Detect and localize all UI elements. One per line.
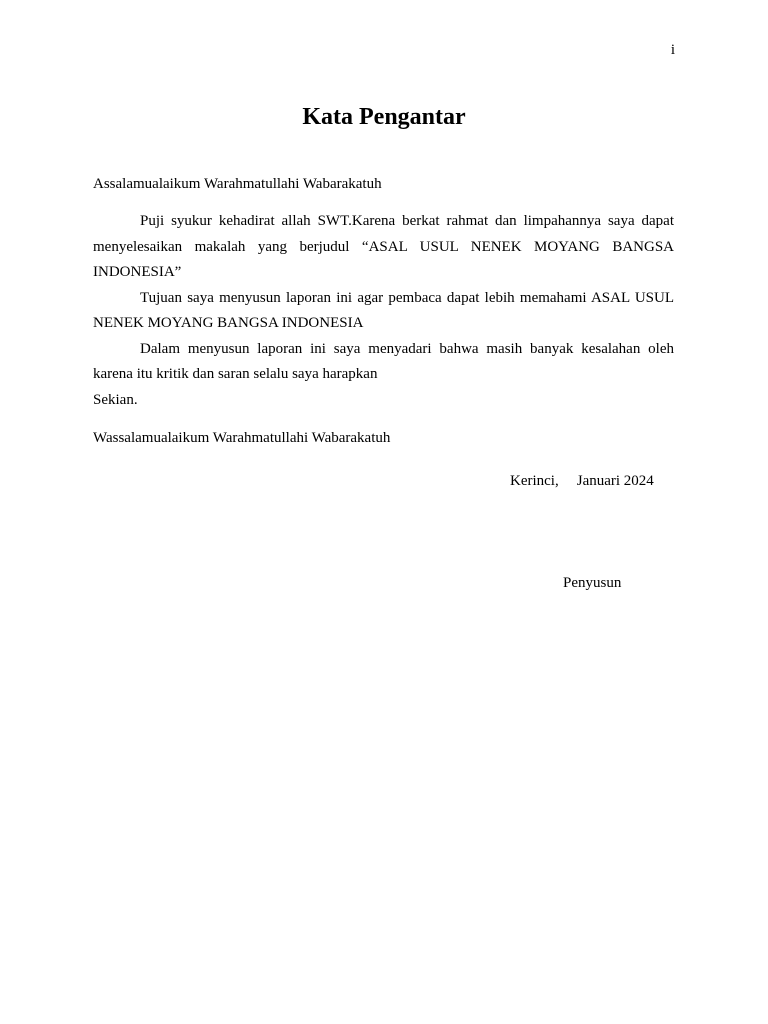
closing-short: Sekian. xyxy=(93,391,138,408)
paragraph-apology: Dalam menyusun laporan ini saya menyadari bahwa masih banyak kesalahan oleh karena itu kritik dan saran selalu saya harapkan xyxy=(93,340,674,382)
closing-greeting: Wassalamualaikum Warahmatullahi Wabarakatuh xyxy=(93,430,391,446)
paragraph-purpose: Tujuan saya menyusun laporan ini agar pembaca dapat lebih memahami ASAL USUL NENEK MOYANG BANGSA INDONESIA xyxy=(93,289,674,331)
page-title: Kata Pengantar xyxy=(302,104,466,130)
page-number: i xyxy=(670,42,675,58)
body-paragraphs xyxy=(93,209,674,413)
date: Januari 2024 xyxy=(576,473,654,489)
paragraph-gratitude: Puji syukur kehadirat allah SWT.Karena berkat rahmat dan limpahannya saya dapat menyelesaikan makalah yang berjudul “ASAL USUL NENEK MOYANG BANGSA INDONESIA” xyxy=(93,213,674,280)
signatory: Penyusun xyxy=(563,575,622,591)
place: Kerinci, xyxy=(510,473,559,489)
place-date xyxy=(510,473,654,490)
opening-greeting: Assalamualaikum Warahmatullahi Wabarakatuh xyxy=(93,176,382,192)
